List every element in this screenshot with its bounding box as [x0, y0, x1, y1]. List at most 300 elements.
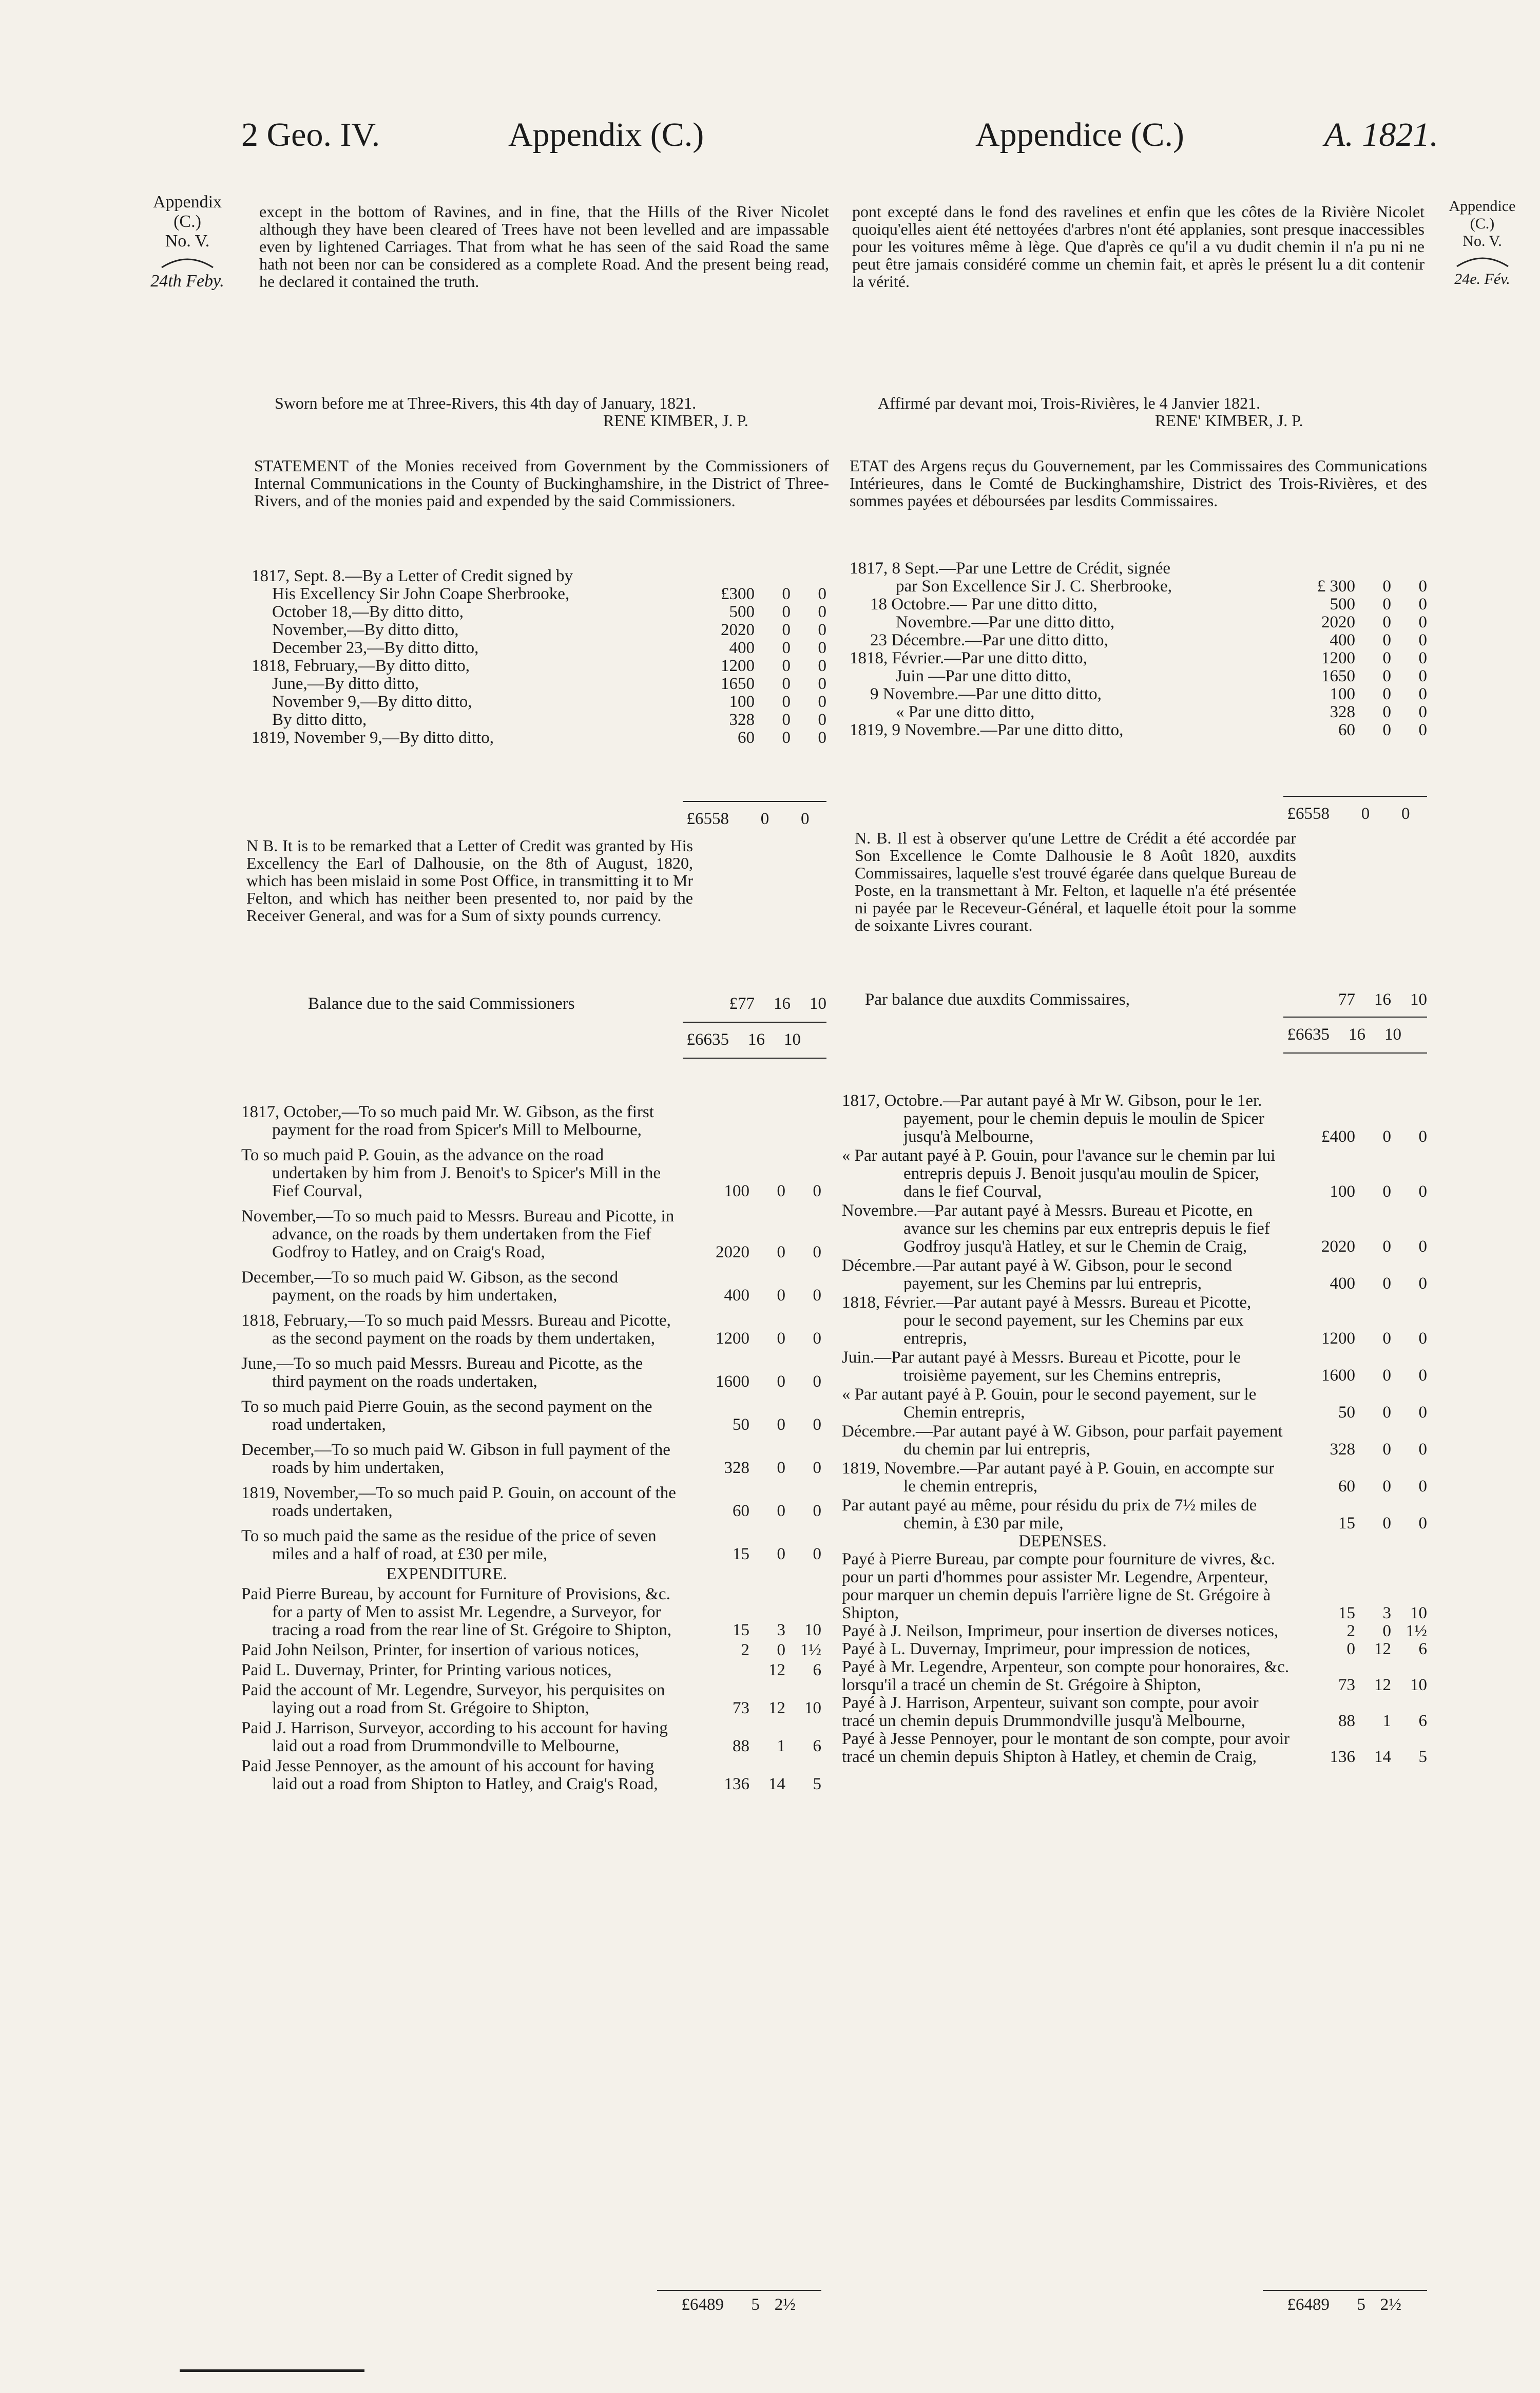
receipt-french-description: Novembre.—Par une ditto ditto,	[896, 613, 1115, 631]
expenditure-english-row	[241, 1661, 821, 1679]
receipt-french-amount	[1294, 721, 1427, 739]
payment-french-pounds: 2020	[1321, 1237, 1355, 1256]
receipt-english-pounds: 60	[738, 729, 755, 747]
receipt-english-pounds: £300	[721, 585, 755, 603]
receipt-french-pounds: 1650	[1321, 667, 1355, 685]
payment-french-amount	[1294, 1478, 1427, 1496]
expenditure-english-shillings: 1	[777, 1737, 785, 1755]
grand-total-french-pounds: £6635	[1287, 1025, 1330, 1044]
grand-total-english-rule	[683, 1058, 826, 1059]
receipt-english-pence: 0	[818, 657, 826, 675]
expenditure-french-pounds: 88	[1338, 1712, 1355, 1730]
receipt-english-shillings: 0	[782, 639, 791, 657]
receipt-english-shillings: 0	[782, 675, 791, 693]
receipt-french-pounds: 400	[1330, 631, 1355, 649]
expenditure-english-amount	[688, 1661, 821, 1679]
payment-english-amount	[688, 1373, 821, 1391]
payment-french-row	[842, 1460, 1427, 1496]
payment-english-row	[241, 1146, 821, 1200]
payment-english-shillings: 0	[777, 1415, 785, 1434]
payment-french-shillings: 0	[1382, 1366, 1391, 1385]
expenditure-english-description: Paid L. Duvernay, Printer, for Printing various notices,	[241, 1661, 612, 1679]
payment-french-pounds: 1600	[1321, 1366, 1355, 1385]
receipt-english-description: 1819, November 9,—By ditto ditto,	[252, 729, 494, 747]
receipt-english-pence: 0	[818, 711, 826, 729]
payment-english-description: 1817, October,—To so much paid Mr. W. Gibson, as the first payment for the road from Spicer's Mill to Melbourne,	[241, 1103, 654, 1139]
payment-english-shillings: 0	[777, 1502, 785, 1520]
payment-english-pounds: 15	[733, 1545, 749, 1563]
receipt-english-row	[252, 675, 826, 693]
receipts-english-list	[252, 567, 826, 747]
balance-english-label: Balance due to the said Commissioners	[308, 994, 575, 1013]
expenditure-french-pounds: 0	[1346, 1640, 1355, 1658]
payment-english-amount	[688, 1330, 821, 1348]
receipt-english-description: November 9,—By ditto ditto,	[272, 693, 472, 711]
balance-french-rule	[1283, 1017, 1427, 1018]
payment-english-row	[241, 1208, 821, 1261]
margin-note-left	[128, 193, 246, 291]
receipt-english-row	[252, 639, 826, 657]
receipt-french-row	[850, 685, 1427, 703]
sworn-english-signature: RENE KIMBER, J. P.	[603, 411, 748, 430]
receipt-english-shillings: 0	[782, 693, 791, 711]
receipt-english-amount	[693, 693, 826, 711]
payment-english-amount	[688, 1182, 821, 1200]
payment-french-description: 1819, Novembre.—Par autant payé à P. Gouin, en accompte sur le chemin entrepris,	[842, 1459, 1275, 1496]
payment-french-pounds: £400	[1321, 1127, 1355, 1146]
expenditure-english-description: Paid Jesse Pennoyer, as the amount of his account for having laid out a road from Shipton to Hatley, and Craig's Road,	[241, 1757, 658, 1793]
receipt-french-shillings: 0	[1382, 613, 1391, 631]
receipt-french-row	[850, 596, 1427, 614]
receipt-english-amount	[693, 729, 826, 747]
payment-english-pence: 0	[813, 1415, 821, 1434]
receipt-english-row	[252, 585, 826, 603]
nb-french: N. B. Il est à observer qu'une Lettre de Crédit a été accordée par Son Excellence le Comte Dalhousie le 8 Août 1820, auxdits Commissaires, laquelle s'est trouvé égarée dans quelque Bureau de Poste, en la transmettant à Mr. Felton, et laquelle n'a été présentée ni payée par le Receveur-Général, et laquelle étoit pour la somme de soixante Livres courant.	[855, 829, 1296, 934]
expenditure-french-pence: 10	[1410, 1604, 1427, 1622]
expenditure-french-row	[842, 1640, 1427, 1658]
receipt-french-amount	[1294, 667, 1427, 685]
receipt-english-pounds: 500	[729, 603, 755, 621]
receipt-french-description: « Par une ditto ditto,	[896, 703, 1035, 721]
payment-french-pounds: 50	[1338, 1403, 1355, 1422]
payment-english-description: December,—To so much paid W. Gibson in full payment of the roads by him undertaken,	[241, 1441, 670, 1477]
payment-french-row	[842, 1349, 1427, 1385]
statement-french: ETAT des Argens reçus du Gouvernement, par les Commissaires des Communications Intérieures, dans le Comté de Buckinghamshire, District des Trois-Rivières, et des sommes payées et déboursées par lesdits Commissaires.	[850, 456, 1427, 510]
payment-english-pence: 0	[813, 1545, 821, 1563]
receipts-english	[252, 567, 826, 747]
receipt-english-row	[252, 567, 826, 585]
receipt-french-pence: 0	[1418, 703, 1427, 721]
margin-brace-left	[159, 251, 216, 272]
receipt-french-description: 1819, 9 Novembre.—Par une ditto ditto,	[850, 721, 1124, 739]
payments-english	[241, 1096, 821, 1793]
payment-english-shillings: 0	[777, 1459, 785, 1477]
balance-french-pence: 10	[1410, 990, 1427, 1009]
receipt-french-row	[850, 649, 1427, 667]
payment-french-pence: 0	[1418, 1403, 1427, 1422]
receipt-french-amount	[1294, 649, 1427, 667]
receipt-french-pence: 0	[1418, 577, 1427, 596]
payment-english-pounds: 328	[724, 1459, 749, 1477]
payment-french-row	[842, 1202, 1427, 1256]
receipt-english-pounds: 328	[729, 711, 755, 729]
payment-french-description: Par autant payé au même, pour résidu du prix de 7½ miles de chemin, à £30 par mile,	[842, 1496, 1257, 1533]
expenditure-english-pence: 6	[813, 1661, 821, 1679]
balance-english	[308, 995, 826, 1013]
payment-english-description: 1818, February,—To so much paid Messrs. Bureau and Picotte, as the second payment on the roads by them undertaken,	[241, 1311, 671, 1348]
receipt-french-pence: 0	[1418, 667, 1427, 685]
expenditure-english-pence: 1½	[800, 1641, 821, 1659]
expenditure-english-amount	[688, 1775, 821, 1793]
sworn-french	[878, 394, 1432, 429]
receipt-french-amount	[1294, 631, 1427, 649]
sworn-english	[275, 394, 829, 429]
payment-english-pence: 0	[813, 1372, 821, 1391]
expenditure-french-list	[842, 1550, 1427, 1766]
header-reign: 2 Geo. IV.	[241, 116, 380, 154]
margin-note-left-c: (C.)	[174, 212, 201, 231]
expenditure-english-shillings: 12	[768, 1699, 785, 1717]
receipt-french-row	[850, 560, 1427, 578]
expenditure-french-row	[842, 1658, 1427, 1694]
payment-french-row	[842, 1147, 1427, 1201]
receipt-english-shillings: 0	[782, 729, 791, 747]
expenditure-english-pounds	[688, 1661, 749, 1679]
payment-french-description: Décembre.—Par autant payé à W. Gibson, pour parfait payement du chemin par lui entrepris,	[842, 1422, 1283, 1459]
expenditure-french-row	[842, 1730, 1427, 1766]
final-total-english-pence: 2½	[774, 2295, 796, 2314]
payment-french-row	[842, 1294, 1427, 1348]
expenditure-french-description: Payé à J. Neilson, Imprimeur, pour insertion de diverses notices,	[842, 1622, 1279, 1640]
expenditure-english-description: Paid J. Harrison, Surveyor, according to his account for having laid out a road from Drummondville to Melbourne,	[241, 1719, 668, 1755]
receipts-english-total-shillings: 0	[760, 810, 769, 828]
receipt-english-amount	[693, 621, 826, 639]
payment-french-amount	[1294, 1367, 1427, 1385]
receipts-english-total	[667, 810, 826, 828]
payment-french-description: « Par autant payé à P. Gouin, pour l'avance sur le chemin par lui entrepris depuis J. Benoit jusqu'au moulin de Spicer, dans le fief Courval,	[842, 1146, 1276, 1201]
final-total-french-shillings: 5	[1357, 2295, 1365, 2314]
payment-english-row	[241, 1527, 821, 1563]
expenditure-french-pence: 5	[1418, 1748, 1427, 1766]
intro-english: except in the bottom of Ravines, and in fine, that the Hills of the River Nicolet although they have been cleared of Trees have not been levelled and are impassable even by lightened Carriages. That from what he has seen of the said Road the same hath not been nor can be considered as a complete Road. And the present being read, he declared it contained the truth.	[259, 202, 829, 291]
receipts-english-rule	[683, 801, 826, 802]
receipt-english-description: June,—By ditto ditto,	[272, 675, 419, 693]
grand-total-french-shillings: 16	[1349, 1025, 1365, 1044]
expenditure-english-description: Paid John Neilson, Printer, for insertion of various notices,	[241, 1641, 639, 1659]
receipt-french-pounds: £ 300	[1317, 577, 1355, 596]
receipt-french-pence: 0	[1418, 649, 1427, 667]
payment-french-amount	[1294, 1515, 1427, 1533]
balance-english-shillings: 16	[774, 994, 791, 1013]
payment-english-amount	[688, 1545, 821, 1563]
receipt-french-row	[850, 721, 1427, 739]
payment-french-description: 1818, Février.—Par autant payé à Messrs. Bureau et Picotte, pour le second payement, sur les Chemins par eux entrepris,	[842, 1293, 1252, 1348]
sworn-french-signature: RENE' KIMBER, J. P.	[1155, 411, 1303, 430]
expenditure-french-row	[842, 1622, 1427, 1640]
expenditure-french-shillings: 0	[1382, 1622, 1391, 1640]
statement-english: STATEMENT of the Monies received from Government by the Commissioners of Internal Communications in the County of Buckinghamshire, in the District of Three-Rivers, and of the monies paid and expended by the said Commissioners.	[254, 456, 829, 510]
expenditure-english-pounds: 15	[733, 1621, 749, 1639]
receipt-french-description: 1818, Février.—Par une ditto ditto,	[850, 649, 1087, 667]
margin-note-left-date: 24th Feby.	[150, 272, 224, 291]
expenditure-english-shillings: 3	[777, 1621, 785, 1639]
payment-french-pence: 0	[1418, 1127, 1427, 1146]
receipt-english-row	[252, 693, 826, 711]
expenditure-french-pounds: 2	[1346, 1622, 1355, 1640]
margin-note-right-date: 24e. Fév.	[1454, 271, 1510, 288]
expenditure-french-shillings: 1	[1382, 1712, 1391, 1730]
payment-english-pence: 0	[813, 1286, 821, 1305]
expenditure-english-shillings: 0	[777, 1641, 785, 1659]
receipt-french-shillings: 0	[1382, 667, 1391, 685]
receipt-english-pence: 0	[818, 693, 826, 711]
expenditure-english-amount	[688, 1621, 821, 1639]
payment-french-pence: 0	[1418, 1182, 1427, 1201]
receipt-french-pounds: 2020	[1321, 613, 1355, 631]
receipt-english-row	[252, 603, 826, 621]
receipt-french-description: 23 Décembre.—Par une ditto ditto,	[870, 631, 1108, 649]
expenditure-english-pence: 6	[813, 1737, 821, 1755]
payment-english-pounds: 1600	[716, 1372, 749, 1391]
sworn-french-text: Affirmé par devant moi, Trois-Rivières, le 4 Janvier 1821.	[878, 394, 1261, 412]
receipt-english-pounds: 400	[729, 639, 755, 657]
receipt-english-pence: 0	[818, 585, 826, 603]
receipt-english-pence: 0	[818, 639, 826, 657]
payment-english-row	[241, 1484, 821, 1520]
payment-english-amount	[688, 1287, 821, 1305]
payment-english-row	[241, 1103, 821, 1139]
payment-english-amount	[688, 1243, 821, 1261]
receipt-french-amount	[1294, 578, 1427, 596]
receipts-french-list	[850, 560, 1427, 739]
receipt-english-pence: 0	[818, 729, 826, 747]
payment-english-shillings: 0	[777, 1243, 785, 1261]
payment-english-pence: 0	[813, 1502, 821, 1520]
payments-french	[842, 1091, 1427, 1766]
expenditure-french-pence: 6	[1418, 1712, 1427, 1730]
receipt-english-row	[252, 711, 826, 729]
receipt-english-description: His Excellency Sir John Coape Sherbrooke,	[272, 585, 570, 603]
receipt-french-pounds: 1200	[1321, 649, 1355, 667]
payment-english-pounds: 60	[733, 1502, 749, 1520]
payment-french-shillings: 0	[1382, 1514, 1391, 1533]
payment-french-pence: 0	[1418, 1329, 1427, 1348]
expenditure-english-pence: 10	[804, 1621, 821, 1639]
expenditure-english-list	[241, 1585, 821, 1793]
payment-english-row	[241, 1269, 821, 1305]
receipt-english-pounds: 100	[729, 693, 755, 711]
payment-english-shillings: 0	[777, 1286, 785, 1305]
payment-english-row	[241, 1398, 821, 1434]
payment-french-row	[842, 1497, 1427, 1533]
balance-english-pence: 10	[810, 994, 826, 1013]
receipt-french-pence: 0	[1418, 721, 1427, 739]
payment-english-pounds: 400	[724, 1286, 749, 1305]
final-french-rule	[1263, 2290, 1427, 2291]
payments-english-list	[241, 1103, 821, 1563]
payment-french-pence: 0	[1418, 1477, 1427, 1496]
payment-french-shillings: 0	[1382, 1274, 1391, 1293]
payment-french-description: Juin.—Par autant payé à Messrs. Bureau et Picotte, pour le troisième payement, sur les Chemins entrepris,	[842, 1348, 1241, 1385]
receipt-french-row	[850, 703, 1427, 721]
payment-french-description: Novembre.—Par autant payé à Messrs. Bureau et Picotte, en avance sur les chemins par eux entrepris depuis le fief Godfroy jusqu'à Hatley, et sur le Chemin de Craig,	[842, 1201, 1270, 1256]
grand-total-english-pounds: £6635	[686, 1030, 729, 1049]
receipt-english-description: 1818, February,—By ditto ditto,	[252, 657, 470, 675]
receipt-french-pounds: 100	[1330, 685, 1355, 703]
receipt-english-pounds: 2020	[721, 621, 755, 639]
balance-english-pounds: £77	[729, 994, 755, 1013]
payment-english-description: December,—To so much paid W. Gibson, as the second payment, on the roads by him undertaken,	[241, 1268, 619, 1305]
receipt-french-description: par Son Excellence Sir J. C. Sherbrooke,	[896, 577, 1172, 596]
final-total-english-shillings: 5	[751, 2295, 760, 2314]
receipt-english-amount	[693, 657, 826, 675]
receipt-english-row	[252, 657, 826, 675]
payment-french-pounds: 100	[1330, 1182, 1355, 1201]
payment-english-row	[241, 1441, 821, 1477]
expenditure-french-description: Payé à Jesse Pennoyer, pour le montant de son compte, pour avoir tracé un chemin depuis Shipton à Hatley, et chemin de Craig,	[842, 1730, 1290, 1766]
payment-french-description: Décembre.—Par autant payé à W. Gibson, pour le second payement, sur les Chemins par lui entrepris,	[842, 1256, 1232, 1293]
payment-french-amount	[1294, 1404, 1427, 1422]
receipt-english-description: 1817, Sept. 8.—By a Letter of Credit signed by	[252, 567, 573, 585]
expenditure-french-amount	[1294, 1622, 1427, 1640]
payment-english-description: 1819, November,—To so much paid P. Gouin, on account of the roads undertaken,	[241, 1484, 676, 1520]
receipt-french-row	[850, 631, 1427, 649]
receipt-french-shillings: 0	[1382, 631, 1391, 649]
expenditure-french-shillings: 14	[1374, 1748, 1391, 1766]
expenditure-french-heading: DEPENSES.	[1018, 1532, 1107, 1550]
receipts-french-total-pounds: £6558	[1287, 805, 1330, 823]
payment-french-row	[842, 1257, 1427, 1293]
receipts-french-total-pence: 0	[1401, 805, 1410, 823]
payment-english-amount	[688, 1416, 821, 1434]
receipt-french-row	[850, 614, 1427, 631]
receipt-english-pounds: 1650	[721, 675, 755, 693]
payment-french-amount	[1294, 1238, 1427, 1256]
expenditure-french-description: Payé à Pierre Bureau, par compte pour fourniture de vivres, &c. pour un parti d'hommes pour assister Mr. Legendre, Arpenteur, pour marquer un chemin depuis l'arrière ligne de St. Grégoire à Shipton,	[842, 1550, 1275, 1622]
expenditure-french-pence: 10	[1410, 1676, 1427, 1694]
receipt-english-description: November,—By ditto ditto,	[272, 621, 459, 639]
expenditure-english-heading: EXPENDITURE.	[386, 1565, 507, 1583]
payment-french-shillings: 0	[1382, 1127, 1391, 1146]
expenditure-french-amount	[1294, 1604, 1427, 1622]
margin-brace-right	[1454, 250, 1511, 271]
payments-french-list	[842, 1092, 1427, 1533]
expenditure-french-pence: 1½	[1406, 1622, 1427, 1640]
payment-english-pence: 0	[813, 1459, 821, 1477]
expenditure-french-amount	[1294, 1712, 1427, 1730]
payment-french-description: 1817, Octobre.—Par autant payé à Mr W. Gibson, pour le 1er. payement, pour le chemin depuis le moulin de Spicer jusqu'à Melbourne,	[842, 1092, 1264, 1146]
receipts-french-total	[1268, 805, 1427, 823]
expenditure-english-amount	[688, 1699, 821, 1717]
receipts-french-total-shillings: 0	[1361, 805, 1370, 823]
payment-english-shillings: 0	[777, 1182, 785, 1200]
expenditure-english-row	[241, 1719, 821, 1755]
grand-total-french-rule	[1283, 1052, 1427, 1054]
receipts-french-rule	[1283, 796, 1427, 797]
expenditure-english-pence: 5	[813, 1775, 821, 1793]
receipts-english-total-pounds: £6558	[686, 810, 729, 828]
receipt-english-shillings: 0	[782, 585, 791, 603]
payment-french-amount	[1294, 1183, 1427, 1201]
header-year: A. 1821.	[1324, 116, 1438, 154]
payment-english-amount	[688, 1502, 821, 1520]
receipt-english-pence: 0	[818, 603, 826, 621]
receipt-english-shillings: 0	[782, 711, 791, 729]
payment-english-description: To so much paid Pierre Gouin, as the second payment on the road undertaken,	[241, 1397, 652, 1434]
expenditure-english-row	[241, 1757, 821, 1793]
payment-english-row	[241, 1355, 821, 1391]
receipt-french-pence: 0	[1418, 595, 1427, 614]
payment-french-row	[842, 1092, 1427, 1146]
balance-french-pounds: 77	[1338, 990, 1355, 1009]
payment-french-pounds: 15	[1338, 1514, 1355, 1533]
receipt-french-shillings: 0	[1382, 595, 1391, 614]
expenditure-english-amount	[688, 1641, 821, 1659]
receipt-french-description: 1817, 8 Sept.—Par une Lettre de Crédit, signée	[850, 559, 1171, 578]
expenditure-french-amount	[1294, 1640, 1427, 1658]
receipt-english-shillings: 0	[782, 603, 791, 621]
payment-english-description: June,—To so much paid Messrs. Bureau and Picotte, as the third payment on the roads undertaken,	[241, 1354, 643, 1391]
payment-english-pounds: 1200	[716, 1329, 749, 1348]
margin-note-left-appendix: Appendix	[152, 193, 222, 212]
payment-french-row	[842, 1386, 1427, 1422]
payment-french-pounds: 400	[1330, 1274, 1355, 1293]
nb-english: N B. It is to be remarked that a Letter of Credit was granted by His Excellency the Earl of Dalhousie, on the 8th of August, 1820, which has been mislaid in some Post Office, in transmitting it to Mr Felton, and which has neither been presented to, nor paid by the Receiver General, and was for a Sum of sixty pounds currency.	[246, 836, 693, 925]
expenditure-english-row	[241, 1585, 821, 1639]
payment-french-amount	[1294, 1128, 1427, 1146]
payment-english-description: To so much paid P. Gouin, as the advance on the road undertaken by him from J. Benoit's to Spicer's Mill in the Fief Courval,	[241, 1146, 661, 1200]
intro-french: pont excepté dans le fond des ravelines et enfin que les côtes de la Rivière Nicolet quoiqu'elles aient été nettoyées d'arbres n'ont été applanies, sont presque inaccessibles pour les voitures même à lège. Que d'après ce qu'il a vu dudit chemin il n'a pu ni ne peut être jamais considéré comme un chemin fait, et après le présent lu a dit contenir la vérité.	[852, 202, 1424, 291]
balance-french-label: Par balance due auxdits Commissaires,	[865, 990, 1130, 1009]
grand-total-french-pence: 10	[1384, 1025, 1401, 1044]
receipt-french-pence: 0	[1418, 631, 1427, 649]
expenditure-french-shillings: 12	[1374, 1676, 1391, 1694]
receipt-french-description: 9 Novembre.—Par une ditto ditto,	[870, 685, 1102, 703]
receipt-english-description: By ditto ditto,	[272, 711, 367, 729]
receipt-french-pounds: 60	[1338, 721, 1355, 739]
receipt-english-amount	[693, 675, 826, 693]
receipts-english-total-pence: 0	[801, 810, 810, 828]
receipt-english-amount	[693, 585, 826, 603]
expenditure-english-description: Paid the account of Mr. Legendre, Surveyor, his perquisites on laying out a road from St. Grégoire to Shipton,	[241, 1681, 665, 1717]
payment-french-shillings: 0	[1382, 1237, 1391, 1256]
expenditure-french-amount	[1294, 1748, 1427, 1766]
receipt-french-shillings: 0	[1382, 685, 1391, 703]
receipt-english-amount	[693, 639, 826, 657]
payment-french-amount	[1294, 1330, 1427, 1348]
payment-english-shillings: 0	[777, 1329, 785, 1348]
balance-french-shillings: 16	[1374, 990, 1391, 1009]
payment-french-shillings: 0	[1382, 1182, 1391, 1201]
balance-french	[865, 991, 1427, 1009]
receipt-english-pence: 0	[818, 621, 826, 639]
payment-english-shillings: 0	[777, 1372, 785, 1391]
receipt-english-amount	[693, 711, 826, 729]
expenditure-english-row	[241, 1641, 821, 1659]
final-total-english	[662, 2296, 821, 2314]
receipt-french-description: 18 Octobre.— Par une ditto ditto,	[870, 595, 1098, 614]
receipt-english-pence: 0	[818, 675, 826, 693]
payment-english-pounds: 2020	[716, 1243, 749, 1261]
payment-french-pence: 0	[1418, 1514, 1427, 1533]
expenditure-french-description: Payé à J. Harrison, Arpenteur, suivant son compte, pour avoir tracé un chemin depuis Drummondville jusqu'à Melbourne,	[842, 1694, 1259, 1730]
payment-french-description: « Par autant payé à P. Gouin, pour le second payement, sur le Chemin entrepris,	[842, 1385, 1257, 1422]
receipt-french-amount	[1294, 685, 1427, 703]
final-total-french-pence: 2½	[1380, 2295, 1401, 2314]
receipt-french-shillings: 0	[1382, 721, 1391, 739]
receipt-english-amount	[693, 603, 826, 621]
payment-french-pence: 0	[1418, 1440, 1427, 1459]
